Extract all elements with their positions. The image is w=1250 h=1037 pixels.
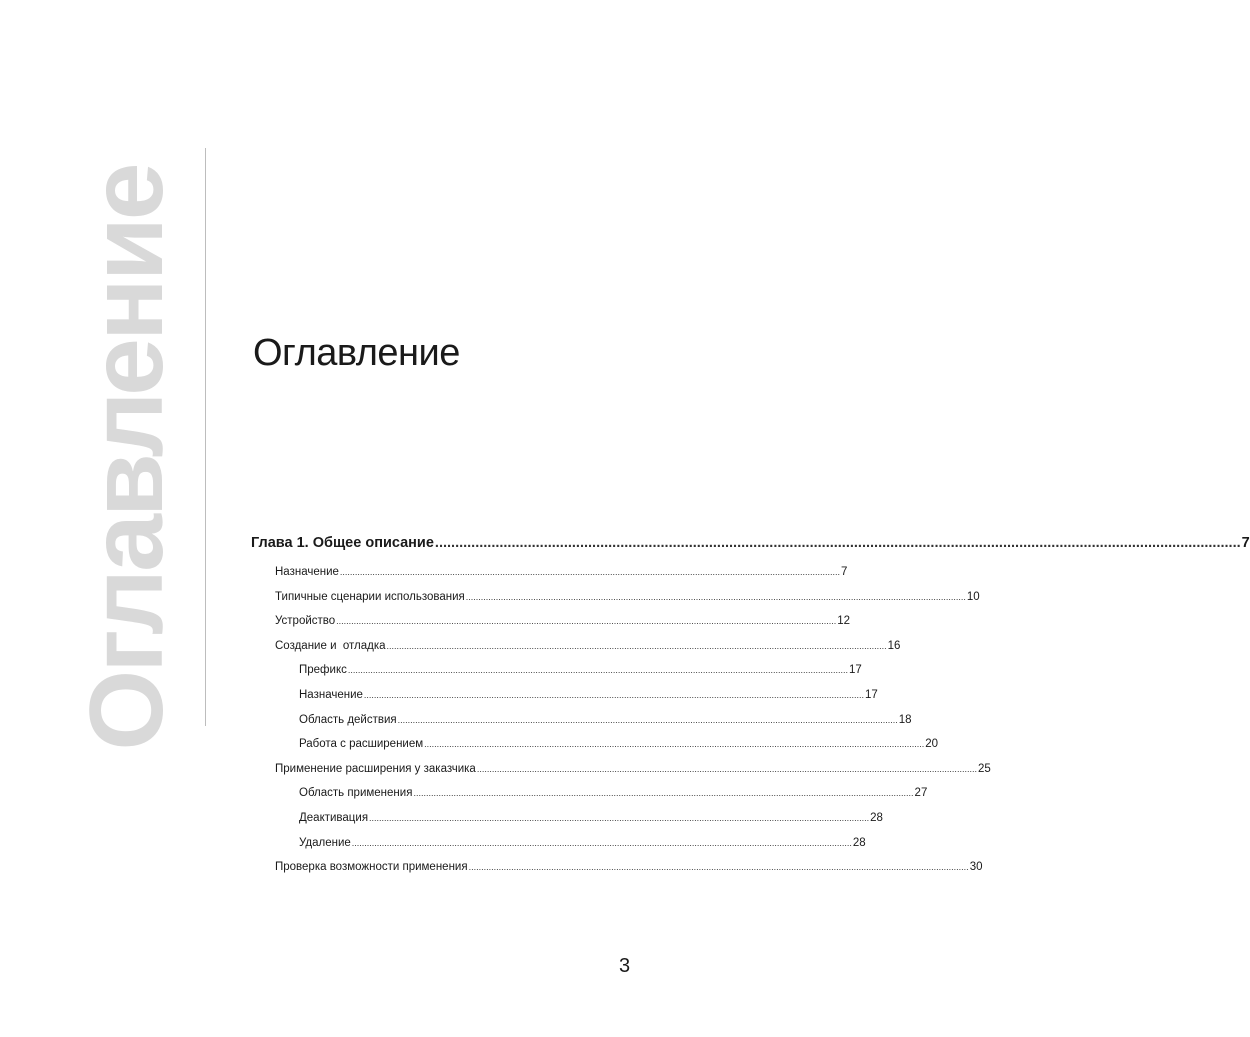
toc-leader-dots bbox=[364, 683, 864, 708]
toc-subentry[interactable] bbox=[251, 781, 928, 806]
toc-entry-page: 25 bbox=[977, 762, 991, 775]
toc-chapter-entry[interactable] bbox=[251, 530, 1250, 556]
toc-subentry[interactable] bbox=[251, 708, 912, 733]
toc-entry-page: 12 bbox=[837, 615, 851, 628]
toc-leader-dots bbox=[466, 585, 966, 610]
toc-leader-dots bbox=[348, 658, 848, 683]
toc-entry-label: Применение расширения у заказчика bbox=[275, 762, 476, 775]
toc-leader-dots bbox=[336, 609, 836, 634]
toc-entry-label: Типичные сценарии использования bbox=[275, 590, 465, 603]
toc-entry-label: Назначение bbox=[275, 566, 339, 578]
toc-entry-page: 18 bbox=[898, 713, 912, 726]
toc-entry-page: 30 bbox=[969, 861, 983, 874]
table-of-contents bbox=[251, 530, 1250, 880]
toc-leader-dots bbox=[477, 757, 977, 782]
toc-subentry[interactable] bbox=[251, 658, 862, 683]
toc-subentry[interactable] bbox=[251, 683, 878, 708]
toc-entry-label: Префикс bbox=[299, 664, 347, 677]
toc-entry[interactable] bbox=[251, 757, 991, 782]
toc-subentry[interactable] bbox=[251, 732, 939, 757]
toc-leader-dots bbox=[435, 530, 1241, 556]
page-title: Оглавление bbox=[253, 332, 460, 374]
toc-entry-page: 28 bbox=[870, 811, 883, 824]
toc-entry-page: 7 bbox=[1241, 535, 1250, 551]
toc-entry-page: 27 bbox=[914, 787, 928, 800]
toc-subentry[interactable] bbox=[251, 831, 866, 856]
toc-entry-label: Область применения bbox=[299, 787, 413, 800]
toc-entry-page: 17 bbox=[865, 688, 878, 701]
toc-entry-page: 7 bbox=[841, 566, 848, 578]
toc-entry-page: 17 bbox=[848, 664, 862, 677]
toc-leader-dots bbox=[369, 806, 869, 831]
toc-leader-dots bbox=[424, 732, 924, 757]
toc-entry-label: Область действия bbox=[299, 713, 397, 726]
toc-entry[interactable] bbox=[251, 634, 901, 659]
toc-leader-dots bbox=[469, 855, 969, 880]
toc-entry-label: Устройство bbox=[275, 615, 336, 628]
toc-leader-dots bbox=[352, 831, 852, 856]
toc-leader-dots bbox=[387, 634, 887, 659]
vertical-title-text: Оглавление bbox=[69, 164, 185, 751]
toc-entry-label: Проверка возможности применения bbox=[275, 861, 468, 874]
toc-entry-page: 10 bbox=[966, 590, 980, 603]
toc-leader-dots bbox=[398, 708, 898, 733]
toc-entry-label: Глава 1. Общее описание bbox=[251, 535, 434, 551]
toc-entry-page: 20 bbox=[925, 738, 939, 751]
toc-entry-page: 16 bbox=[887, 639, 901, 652]
toc-entry-label: Создание и отладка bbox=[275, 639, 386, 652]
toc-entry-page: 28 bbox=[852, 836, 866, 849]
toc-entry-label: Назначение bbox=[299, 688, 363, 701]
vertical-section-title bbox=[69, 164, 185, 751]
page-number: 3 bbox=[619, 955, 631, 977]
toc-subentry[interactable] bbox=[251, 806, 883, 831]
toc-entry[interactable] bbox=[251, 855, 983, 880]
toc-entry-label: Деактивация bbox=[299, 811, 369, 824]
toc-entry-label: Удаление bbox=[299, 836, 351, 849]
toc-entry[interactable] bbox=[251, 560, 848, 585]
toc-entry[interactable] bbox=[251, 585, 980, 610]
toc-leader-dots bbox=[340, 560, 840, 585]
toc-entry-label: Работа с расширением bbox=[299, 738, 424, 751]
toc-leader-dots bbox=[413, 781, 913, 806]
toc-entry[interactable] bbox=[251, 609, 851, 634]
vertical-divider bbox=[205, 148, 206, 726]
